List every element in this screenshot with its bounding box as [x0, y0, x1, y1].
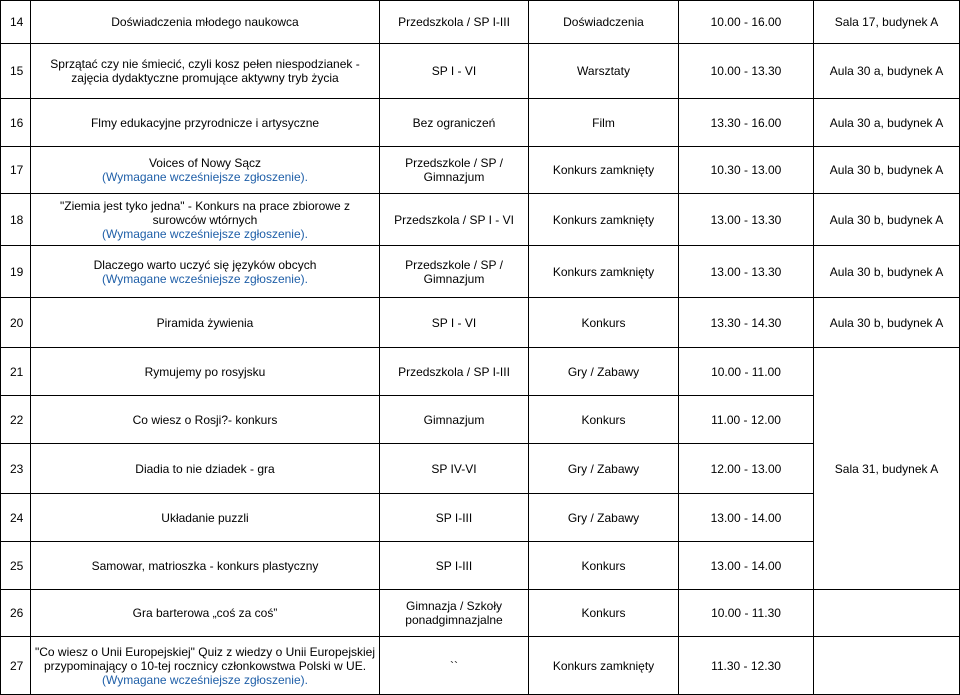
event-type: Konkurs zamknięty: [529, 194, 679, 246]
event-title: Sprzątać czy nie śmiecić, czyli kosz pełen niespodzianek - zajęcia dydaktyczne promujące aktywny tryb życia: [31, 44, 380, 99]
event-type: Film: [529, 99, 679, 147]
registration-note: (Wymagane wcześniejsze zgłoszenie).: [102, 672, 308, 687]
table-row: [1, 590, 960, 637]
event-place: Aula 30 b, budynek A: [814, 298, 960, 348]
row-number: 18: [1, 194, 31, 246]
audience-level: SP I - VI: [380, 298, 529, 348]
table-row: [1, 99, 960, 147]
event-time: 10.00 - 16.00: [679, 1, 814, 44]
audience-level: Gimnazja / Szkoły ponadgimnazjalne: [380, 590, 529, 637]
event-time: 13.30 - 14.30: [679, 298, 814, 348]
row-number: 24: [1, 494, 31, 542]
audience-level: Przedszkola / SP I-III: [380, 1, 529, 44]
event-time: 10.00 - 13.30: [679, 44, 814, 99]
event-time: 13.00 - 13.30: [679, 194, 814, 246]
audience-level: Przedszkola / SP I - VI: [380, 194, 529, 246]
audience-level: SP I-III: [380, 542, 529, 590]
event-title: Dlaczego warto uczyć się języków obcych (Wymagane wcześniejsze zgłoszenie).: [31, 246, 380, 298]
event-title: Flmy edukacyjne przyrodnicze i artysyczne: [31, 99, 380, 147]
table-row: [1, 348, 960, 396]
audience-level: Przedszkola / SP I-III: [380, 348, 529, 396]
event-type: Konkurs zamknięty: [529, 246, 679, 298]
event-title: "Co wiesz o Unii Europejskiej" Quiz z wiedzy o Unii Europejskiej przypominający o 10-tej rocznicy członkowstwa Polski w UE. (Wymagane wcześniejsze zgłoszenie).: [31, 637, 380, 695]
event-time: 13.00 - 14.00: [679, 542, 814, 590]
audience-level: Przedszkole / SP / Gimnazjum: [380, 246, 529, 298]
table-row: [1, 298, 960, 348]
event-type: Konkurs: [529, 590, 679, 637]
row-number: 26: [1, 590, 31, 637]
audience-level: SP I-III: [380, 494, 529, 542]
table-row: [1, 637, 960, 695]
registration-note: (Wymagane wcześniejsze zgłoszenie).: [102, 226, 308, 241]
event-place: Aula 30 b, budynek A: [814, 246, 960, 298]
event-place: Aula 30 b, budynek A: [814, 194, 960, 246]
event-place: [814, 590, 960, 637]
event-title: Układanie puzzli: [31, 494, 380, 542]
event-title: Rymujemy po rosyjsku: [31, 348, 380, 396]
table-row: [1, 147, 960, 194]
event-title: Voices of Nowy Sącz (Wymagane wcześniejsze zgłoszenie).: [31, 147, 380, 194]
audience-level: Gimnazjum: [380, 396, 529, 444]
event-type: Gry / Zabawy: [529, 494, 679, 542]
event-type: Konkurs: [529, 298, 679, 348]
event-place: Aula 30 b, budynek A: [814, 147, 960, 194]
audience-level: ``: [380, 637, 529, 695]
table-row: [1, 1, 960, 44]
audience-level: Bez ograniczeń: [380, 99, 529, 147]
event-title: Co wiesz o Rosji?- konkurs: [31, 396, 380, 444]
event-time: 13.30 - 16.00: [679, 99, 814, 147]
row-number: 22: [1, 396, 31, 444]
event-time: 10.00 - 11.30: [679, 590, 814, 637]
event-title: Doświadczenia młodego naukowca: [31, 1, 380, 44]
row-number: 25: [1, 542, 31, 590]
event-place: [814, 637, 960, 695]
event-title: "Ziemia jest tyko jedna" - Konkurs na prace zbiorowe z surowców wtórnych (Wymagane wcześniejsze zgłoszenie).: [31, 194, 380, 246]
table-row: [1, 246, 960, 298]
row-number: 20: [1, 298, 31, 348]
event-type: Warsztaty: [529, 44, 679, 99]
event-time: 11.00 - 12.00: [679, 396, 814, 444]
event-type: Konkurs: [529, 396, 679, 444]
event-time: 13.00 - 14.00: [679, 494, 814, 542]
event-time: 13.00 - 13.30: [679, 246, 814, 298]
table-row: [1, 194, 960, 246]
event-place: Aula 30 a, budynek A: [814, 99, 960, 147]
event-type: Konkurs: [529, 542, 679, 590]
registration-note: (Wymagane wcześniejsze zgłoszenie).: [102, 271, 308, 286]
audience-level: Przedszkole / SP / Gimnazjum: [380, 147, 529, 194]
row-number: 23: [1, 444, 31, 494]
row-number: 15: [1, 44, 31, 99]
audience-level: SP IV-VI: [380, 444, 529, 494]
event-title: Gra barterowa „coś za coś”: [31, 590, 380, 637]
event-place-merged: Sala 31, budynek A: [814, 348, 960, 590]
row-number: 16: [1, 99, 31, 147]
event-type: Konkurs zamknięty: [529, 147, 679, 194]
row-number: 21: [1, 348, 31, 396]
event-time: 12.00 - 13.00: [679, 444, 814, 494]
event-type: Konkurs zamknięty: [529, 637, 679, 695]
event-time: 10.00 - 11.00: [679, 348, 814, 396]
row-number: 27: [1, 637, 31, 695]
event-place: Sala 17, budynek A: [814, 1, 960, 44]
event-title: Piramida żywienia: [31, 298, 380, 348]
row-number: 14: [1, 1, 31, 44]
event-time: 11.30 - 12.30: [679, 637, 814, 695]
row-number: 19: [1, 246, 31, 298]
event-title: Diadia to nie dziadek - gra: [31, 444, 380, 494]
event-type: Gry / Zabawy: [529, 444, 679, 494]
event-place: Aula 30 a, budynek A: [814, 44, 960, 99]
table-row: [1, 44, 960, 99]
event-type: Doświadczenia: [529, 1, 679, 44]
audience-level: SP I - VI: [380, 44, 529, 99]
event-time: 10.30 - 13.00: [679, 147, 814, 194]
row-number: 17: [1, 147, 31, 194]
event-type: Gry / Zabawy: [529, 348, 679, 396]
event-title: Samowar, matrioszka - konkurs plastyczny: [31, 542, 380, 590]
registration-note: (Wymagane wcześniejsze zgłoszenie).: [102, 170, 308, 184]
